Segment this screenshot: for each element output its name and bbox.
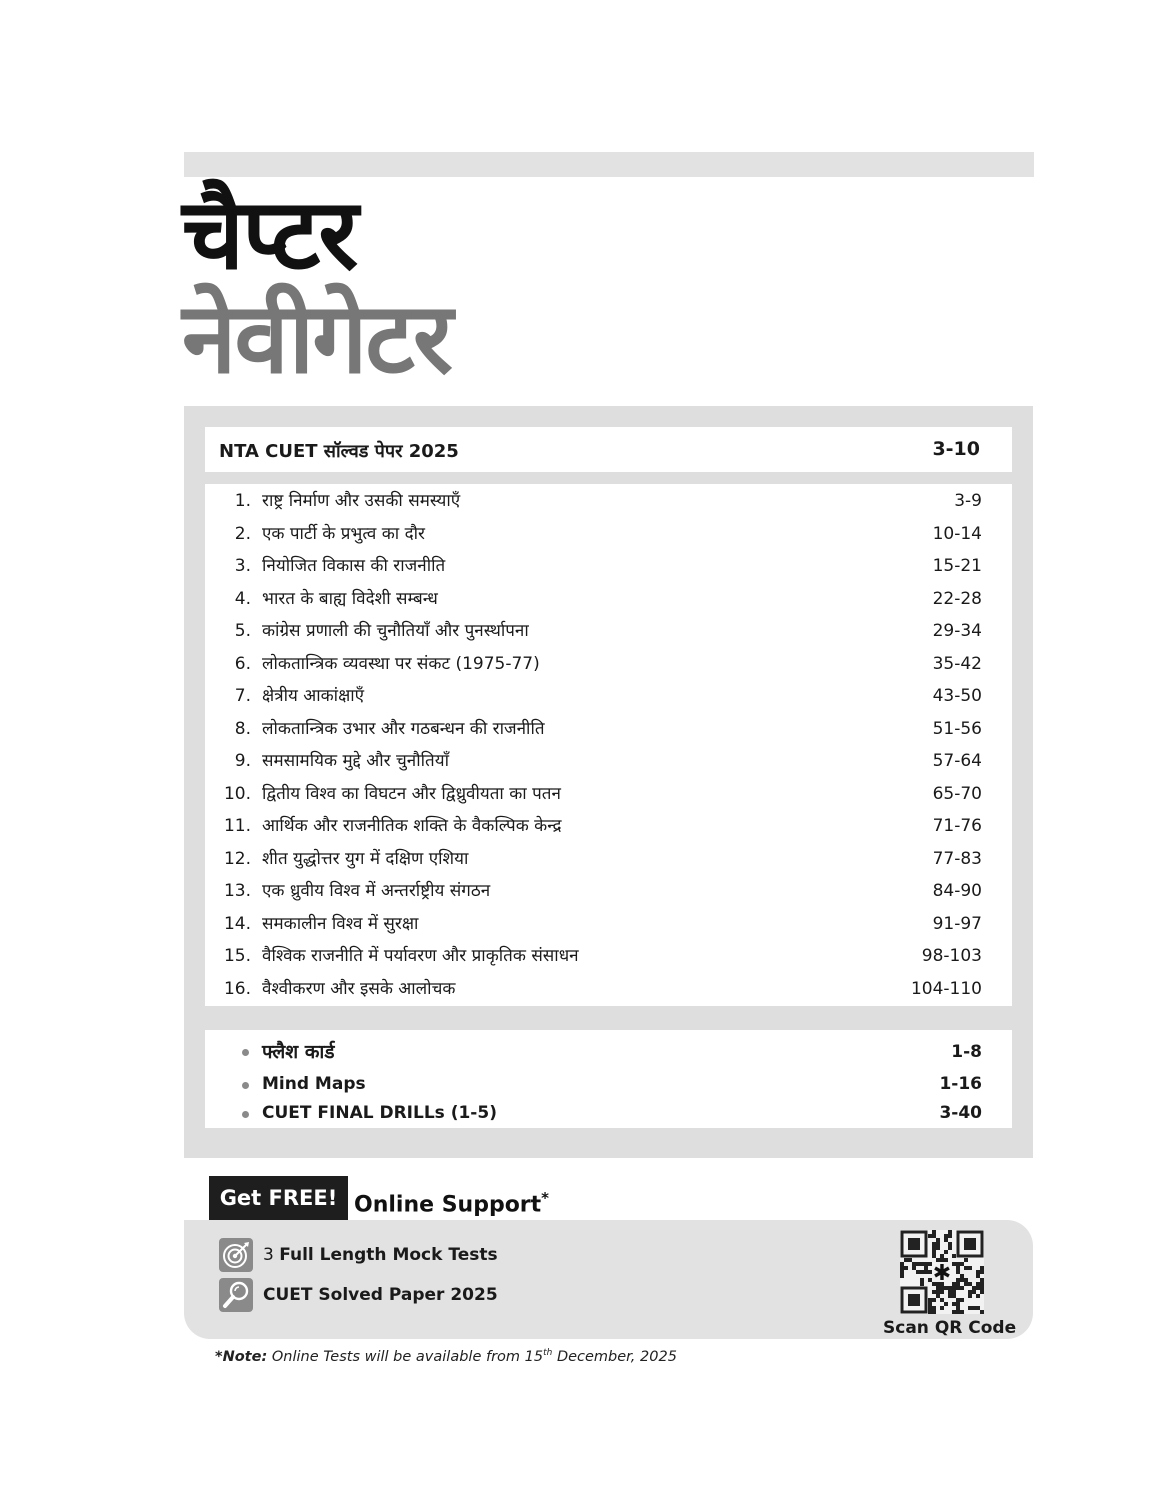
qr-code[interactable] bbox=[900, 1230, 984, 1314]
chapter-title: लोकतान्त्रिक उभार और गठबन्धन की राजनीति bbox=[262, 718, 545, 739]
bullet-icon bbox=[242, 1082, 249, 1089]
chapter-row[interactable] bbox=[205, 518, 1012, 550]
chapter-title: क्षेत्रीय आकांक्षाएँ bbox=[262, 686, 365, 706]
toc-header-label: NTA CUET सॉल्वड पेपर 2025 bbox=[219, 441, 459, 462]
chapter-number: 8. bbox=[234, 718, 251, 739]
chapter-pages: 91-97 bbox=[932, 913, 982, 934]
chapter-title: द्वितीय विश्व का विघटन और द्विध्रुवीयता का पतन bbox=[262, 783, 561, 804]
toc-header-row[interactable] bbox=[205, 427, 1012, 472]
chapter-title: कांग्रेस प्रणाली की चुनौतियाँ और पुनर्स्थापना bbox=[262, 621, 529, 641]
chapter-number: 7. bbox=[234, 686, 251, 706]
chapter-title: एक पार्टी के प्रभुत्व का दौर bbox=[262, 523, 425, 544]
extra-pages: 3-40 bbox=[939, 1103, 982, 1123]
chapter-pages: 51-56 bbox=[932, 718, 982, 739]
chapter-row[interactable] bbox=[205, 583, 1012, 615]
get-free-badge: Get FREE! bbox=[209, 1176, 348, 1220]
target-icon bbox=[219, 1238, 253, 1272]
extra-row[interactable] bbox=[205, 1038, 1012, 1062]
footnote-text: Online Tests will be available from 15 bbox=[267, 1348, 544, 1365]
chapter-number: 14. bbox=[223, 913, 251, 934]
chapter-title: नियोजित विकास की राजनीति bbox=[262, 556, 446, 576]
chapter-pages: 43-50 bbox=[932, 686, 982, 706]
chapter-pages: 71-76 bbox=[932, 816, 982, 836]
chapter-row[interactable] bbox=[205, 485, 1012, 517]
chapter-number: 10. bbox=[223, 783, 251, 804]
chapter-pages: 29-34 bbox=[932, 621, 982, 641]
chapter-pages: 22-28 bbox=[932, 588, 982, 609]
extra-title: CUET FINAL DRILLs (1-5) bbox=[262, 1103, 497, 1123]
chapter-row[interactable] bbox=[205, 713, 1012, 745]
chapter-row[interactable] bbox=[205, 973, 1012, 1005]
chapter-pages: 35-42 bbox=[932, 653, 982, 674]
chapter-pages: 65-70 bbox=[932, 783, 982, 804]
extra-pages: 1-8 bbox=[951, 1042, 982, 1062]
extra-pages: 1-16 bbox=[939, 1074, 982, 1094]
magnifier-icon bbox=[219, 1278, 253, 1312]
footnote-date: December, 2025 bbox=[552, 1348, 677, 1365]
extra-row[interactable] bbox=[205, 1103, 1012, 1127]
chapter-row[interactable] bbox=[205, 680, 1012, 712]
extras-list bbox=[205, 1030, 1012, 1128]
chapter-number: 9. bbox=[234, 751, 251, 771]
chapter-number: 15. bbox=[223, 946, 251, 966]
chapter-number: 2. bbox=[234, 523, 251, 544]
extra-row[interactable] bbox=[205, 1074, 1012, 1098]
chapter-row[interactable] bbox=[205, 940, 1012, 972]
chapter-row[interactable] bbox=[205, 745, 1012, 777]
chapter-number: 1. bbox=[234, 491, 251, 511]
chapter-pages: 104-110 bbox=[910, 978, 982, 999]
extra-title: फ्लैश कार्ड bbox=[262, 1041, 335, 1063]
footnote-sup: th bbox=[543, 1348, 553, 1358]
chapter-number: 5. bbox=[234, 621, 251, 641]
chapter-pages: 10-14 bbox=[932, 523, 982, 544]
chapter-pages: 15-21 bbox=[932, 556, 982, 576]
chapter-row[interactable] bbox=[205, 810, 1012, 842]
chapter-title: भारत के बाह्य विदेशी सम्बन्ध bbox=[262, 588, 438, 609]
chapter-number: 3. bbox=[234, 556, 251, 576]
chapter-number: 11. bbox=[223, 816, 251, 836]
chapter-pages: 98-103 bbox=[921, 946, 982, 966]
chapter-title: वैश्वीकरण और इसके आलोचक bbox=[262, 978, 456, 999]
footnote bbox=[215, 1348, 677, 1365]
chapter-list bbox=[205, 484, 1012, 1006]
online-support-title bbox=[354, 1189, 549, 1217]
chapter-row[interactable] bbox=[205, 615, 1012, 647]
chapter-title: आर्थिक और राजनीतिक शक्ति के वैकल्पिक केन्द्र bbox=[262, 816, 562, 836]
chapter-title: लोकतान्त्रिक व्यवस्था पर संकट (1975-77) bbox=[262, 653, 540, 674]
chapter-number: 6. bbox=[234, 653, 251, 674]
top-divider-strip bbox=[184, 152, 1034, 177]
toc-header-pages: 3-10 bbox=[932, 438, 980, 460]
chapter-title: वैश्विक राजनीति में पर्यावरण और प्राकृतिक संसाधन bbox=[262, 946, 579, 966]
bullet-icon bbox=[242, 1111, 249, 1118]
chapter-pages: 57-64 bbox=[932, 751, 982, 771]
chapter-number: 13. bbox=[223, 881, 251, 901]
extra-title: Mind Maps bbox=[262, 1074, 366, 1094]
chapter-row[interactable] bbox=[205, 778, 1012, 810]
chapter-title: शीत युद्धोत्तर युग में दक्षिण एशिया bbox=[262, 848, 469, 869]
chapter-pages: 77-83 bbox=[932, 848, 982, 869]
chapter-number: 4. bbox=[234, 588, 251, 609]
chapter-title: समसामयिक मुद्दे और चुनौतियाँ bbox=[262, 751, 449, 771]
chapter-row[interactable] bbox=[205, 843, 1012, 875]
scan-qr-label: Scan QR Code bbox=[883, 1318, 1017, 1338]
chapter-number: 12. bbox=[223, 848, 251, 869]
chapter-row[interactable] bbox=[205, 875, 1012, 907]
page-title-line1: चैप्टर bbox=[182, 178, 357, 292]
support-item-label: CUET Solved Paper 2025 bbox=[263, 1285, 498, 1305]
chapter-pages: 3-9 bbox=[954, 491, 982, 511]
chapter-pages: 84-90 bbox=[932, 881, 982, 901]
page-title-line2: नेवीगेटर bbox=[182, 282, 451, 396]
chapter-number: 16. bbox=[223, 978, 251, 999]
online-support-asterisk: * bbox=[541, 1189, 550, 1207]
chapter-title: एक ध्रुवीय विश्व में अन्तर्राष्ट्रीय संगठन bbox=[262, 881, 491, 901]
chapter-row[interactable] bbox=[205, 550, 1012, 582]
chapter-title: राष्ट्र निर्माण और उसकी समस्याएँ bbox=[262, 491, 461, 511]
svg-text:✱: ✱ bbox=[932, 1261, 952, 1286]
bullet-icon bbox=[242, 1049, 249, 1056]
footnote-label: *Note: bbox=[215, 1348, 268, 1365]
support-item-label: Full Length Mock Tests bbox=[279, 1245, 498, 1265]
support-item-prefix: 3 bbox=[263, 1245, 274, 1265]
chapter-title: समकालीन विश्व में सुरक्षा bbox=[262, 913, 419, 934]
chapter-row[interactable] bbox=[205, 648, 1012, 680]
chapter-row[interactable] bbox=[205, 908, 1012, 940]
online-support-label: Online Support bbox=[354, 1192, 542, 1218]
